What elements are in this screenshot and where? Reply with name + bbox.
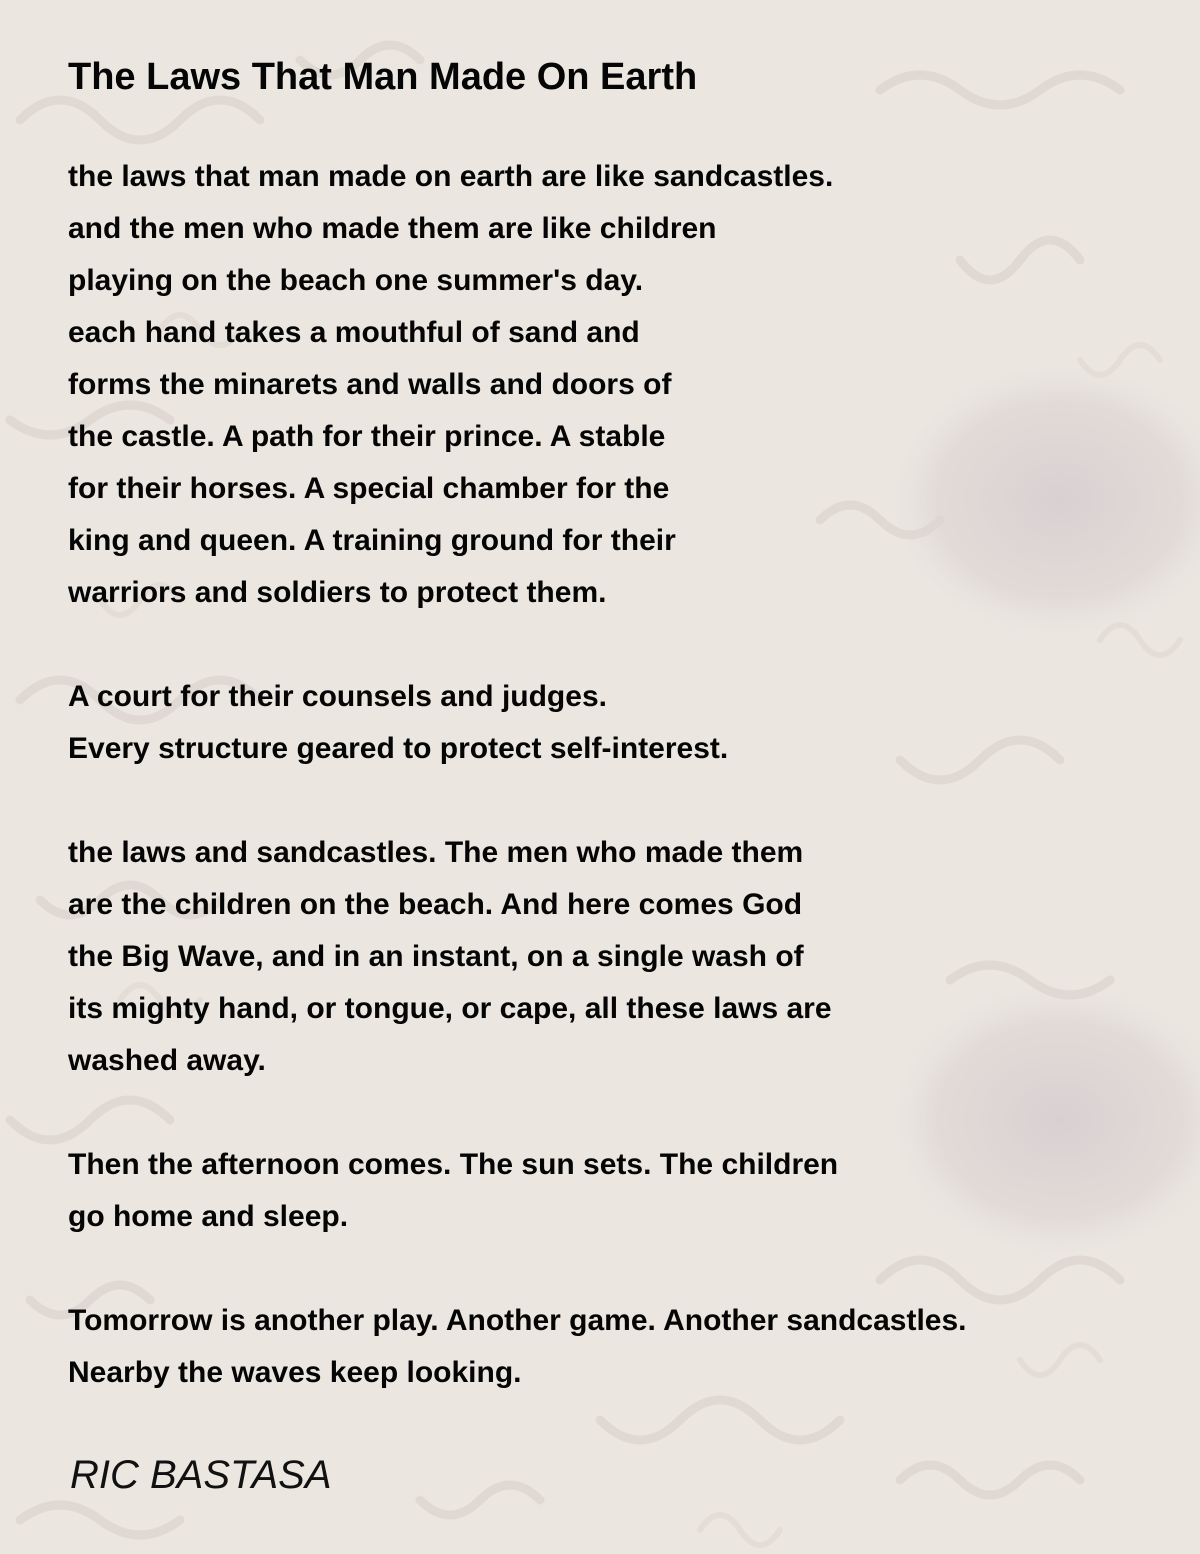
poem-line: playing on the beach one summer's day.: [68, 264, 644, 297]
stanza: [68, 827, 967, 1087]
stanza: [68, 1139, 967, 1243]
poem-line: the laws that man made on earth are like sandcastles.: [68, 160, 834, 193]
stanza: [68, 671, 967, 775]
poem-line: its mighty hand, or tongue, or cape, all these laws are: [68, 992, 832, 1025]
poem-line: washed away.: [68, 1044, 266, 1077]
poem-line: go home and sleep.: [68, 1200, 349, 1233]
poem-line: the laws and sandcastles. The men who made them: [68, 836, 804, 869]
poem-line: Tomorrow is another play. Another game. Another sandcastles.: [68, 1304, 967, 1337]
poem-line: the Big Wave, and in an instant, on a single wash of: [68, 940, 804, 973]
stanza: [68, 1295, 967, 1399]
poem-line: are the children on the beach. And here comes God: [68, 888, 803, 921]
poem-line: forms the minarets and walls and doors of: [68, 368, 672, 401]
poem-line: the castle. A path for their prince. A stable: [68, 420, 666, 453]
stanza: [68, 151, 967, 619]
poem-line: king and queen. A training ground for their: [68, 524, 676, 557]
poem-line: each hand takes a mouthful of sand and: [68, 316, 640, 349]
poem-title: The Laws That Man Made On Earth: [68, 56, 698, 98]
poem-author: RIC BASTASA: [70, 1453, 332, 1497]
poem-line: Nearby the waves keep looking.: [68, 1356, 522, 1389]
poem-line: and the men who made them are like children: [68, 212, 717, 245]
poem-line: Then the afternoon comes. The sun sets. The children: [68, 1148, 839, 1181]
poem-body: [68, 151, 967, 1451]
poem-line: warriors and soldiers to protect them.: [68, 576, 607, 609]
poem-line: A court for their counsels and judges.: [68, 680, 607, 713]
poem-line: Every structure geared to protect self-interest.: [68, 732, 729, 765]
poem-line: for their horses. A special chamber for the: [68, 472, 670, 505]
